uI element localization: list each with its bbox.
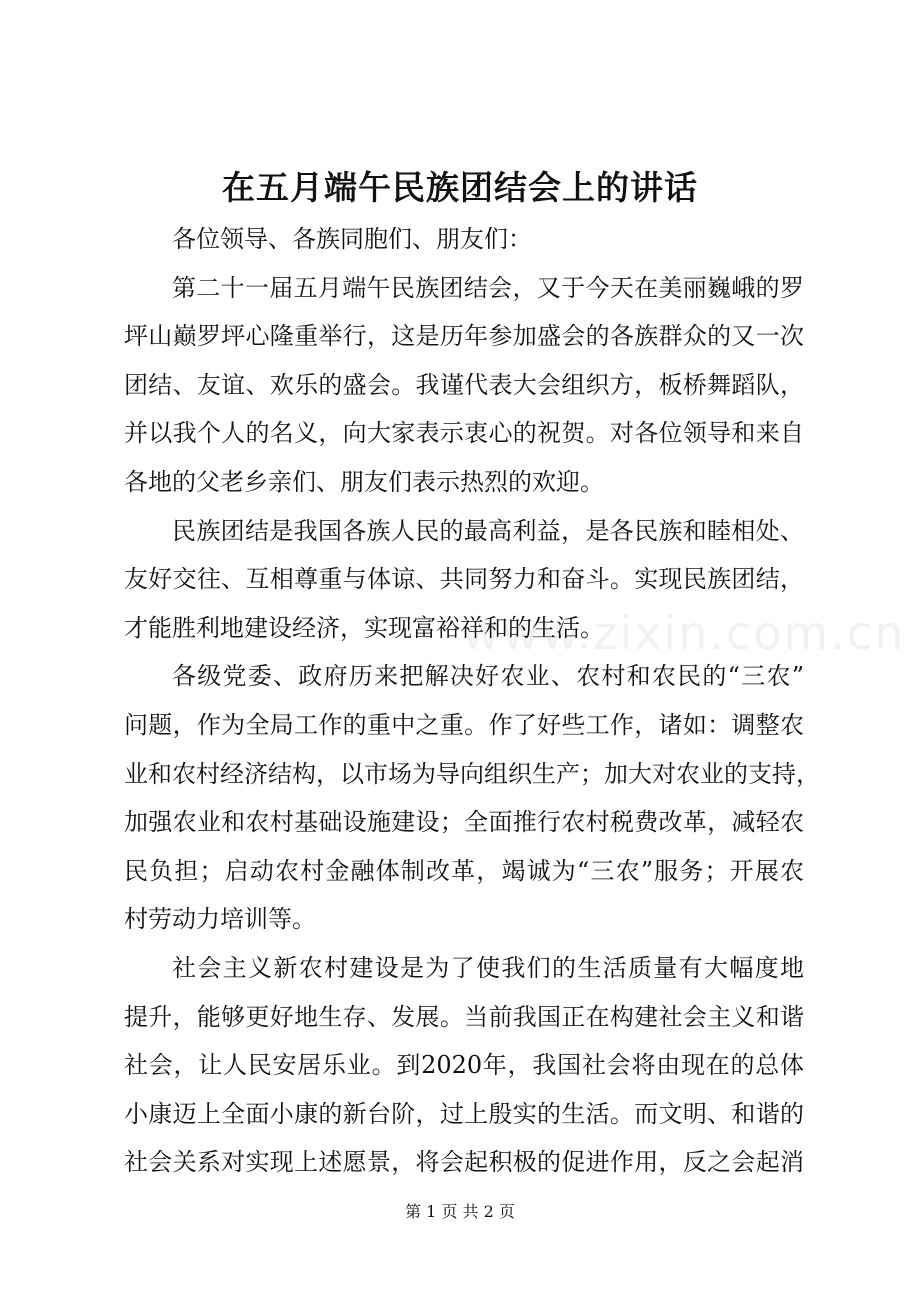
body-line: 问题，作为全局工作的重中之重。作了好些工作，诸如：调整农 [124,710,804,739]
page-footer: 第 1 页 共 2 页 [405,1202,515,1221]
body-line: 村劳动力培训等。 [124,905,316,934]
body-line: 民族团结是我国各族人民的最高利益，是各民族和睦相处、 [172,516,804,545]
body-line: 各级党委、政府历来把解决好农业、农村和农民的“三农” [172,662,804,691]
body-line: 友好交往、互相尊重与体谅、共同努力和奋斗。实现民族团结， [124,565,804,594]
body-line: 社会主义新农村建设是为了使我们的生活质量有大幅度地 [172,953,804,982]
body-line: 才能胜利地建设经济，实现富裕祥和的生活。 [124,613,604,642]
body-line: 各位领导、各族同胞们、朋友们： [172,225,532,253]
document-body [124,215,820,1187]
body-line: 各地的父老乡亲们、朋友们表示热烈的欢迎。 [124,467,604,496]
body-line: 提升，能够更好地生存、发展。当前我国正在构建社会主义和谐 [124,1002,804,1031]
body-line: 社会关系对实现上述愿景，将会起积极的促进作用，反之会起消 [124,1148,804,1177]
body-line: 加强农业和农村基础设施建设；全面推行农村税费改革，减轻农 [124,808,804,837]
body-line: 第二十一届五月端午民族团结会，又于今天在美丽巍峨的罗 [172,273,804,302]
body-line: 小康迈上全面小康的新台阶，过上殷实的生活。而文明、和谐的 [124,1099,804,1128]
body-line: 社会，让人民安居乐业。到2020年，我国社会将由现在的总体 [124,1051,804,1080]
body-line: 团结、友谊、欢乐的盛会。我谨代表大会组织方，板桥舞蹈队， [124,370,804,399]
body-line: 坪山巅罗坪心隆重举行，这是历年参加盛会的各族群众的又一次 [124,322,804,351]
watermark: www.zixin.com.cn [462,606,906,660]
body-line: 民负担；启动农村金融体制改革，竭诚为“三农”服务；开展农 [124,856,804,885]
body-line: 并以我个人的名义，向大家表示衷心的祝贺。对各位领导和来自 [124,419,804,448]
document-title: 在五月端午民族团结会上的讲话 [222,168,698,207]
body-line: 业和农村经济结构，以市场为导向组织生产；加大对农业的支持， [124,759,820,788]
